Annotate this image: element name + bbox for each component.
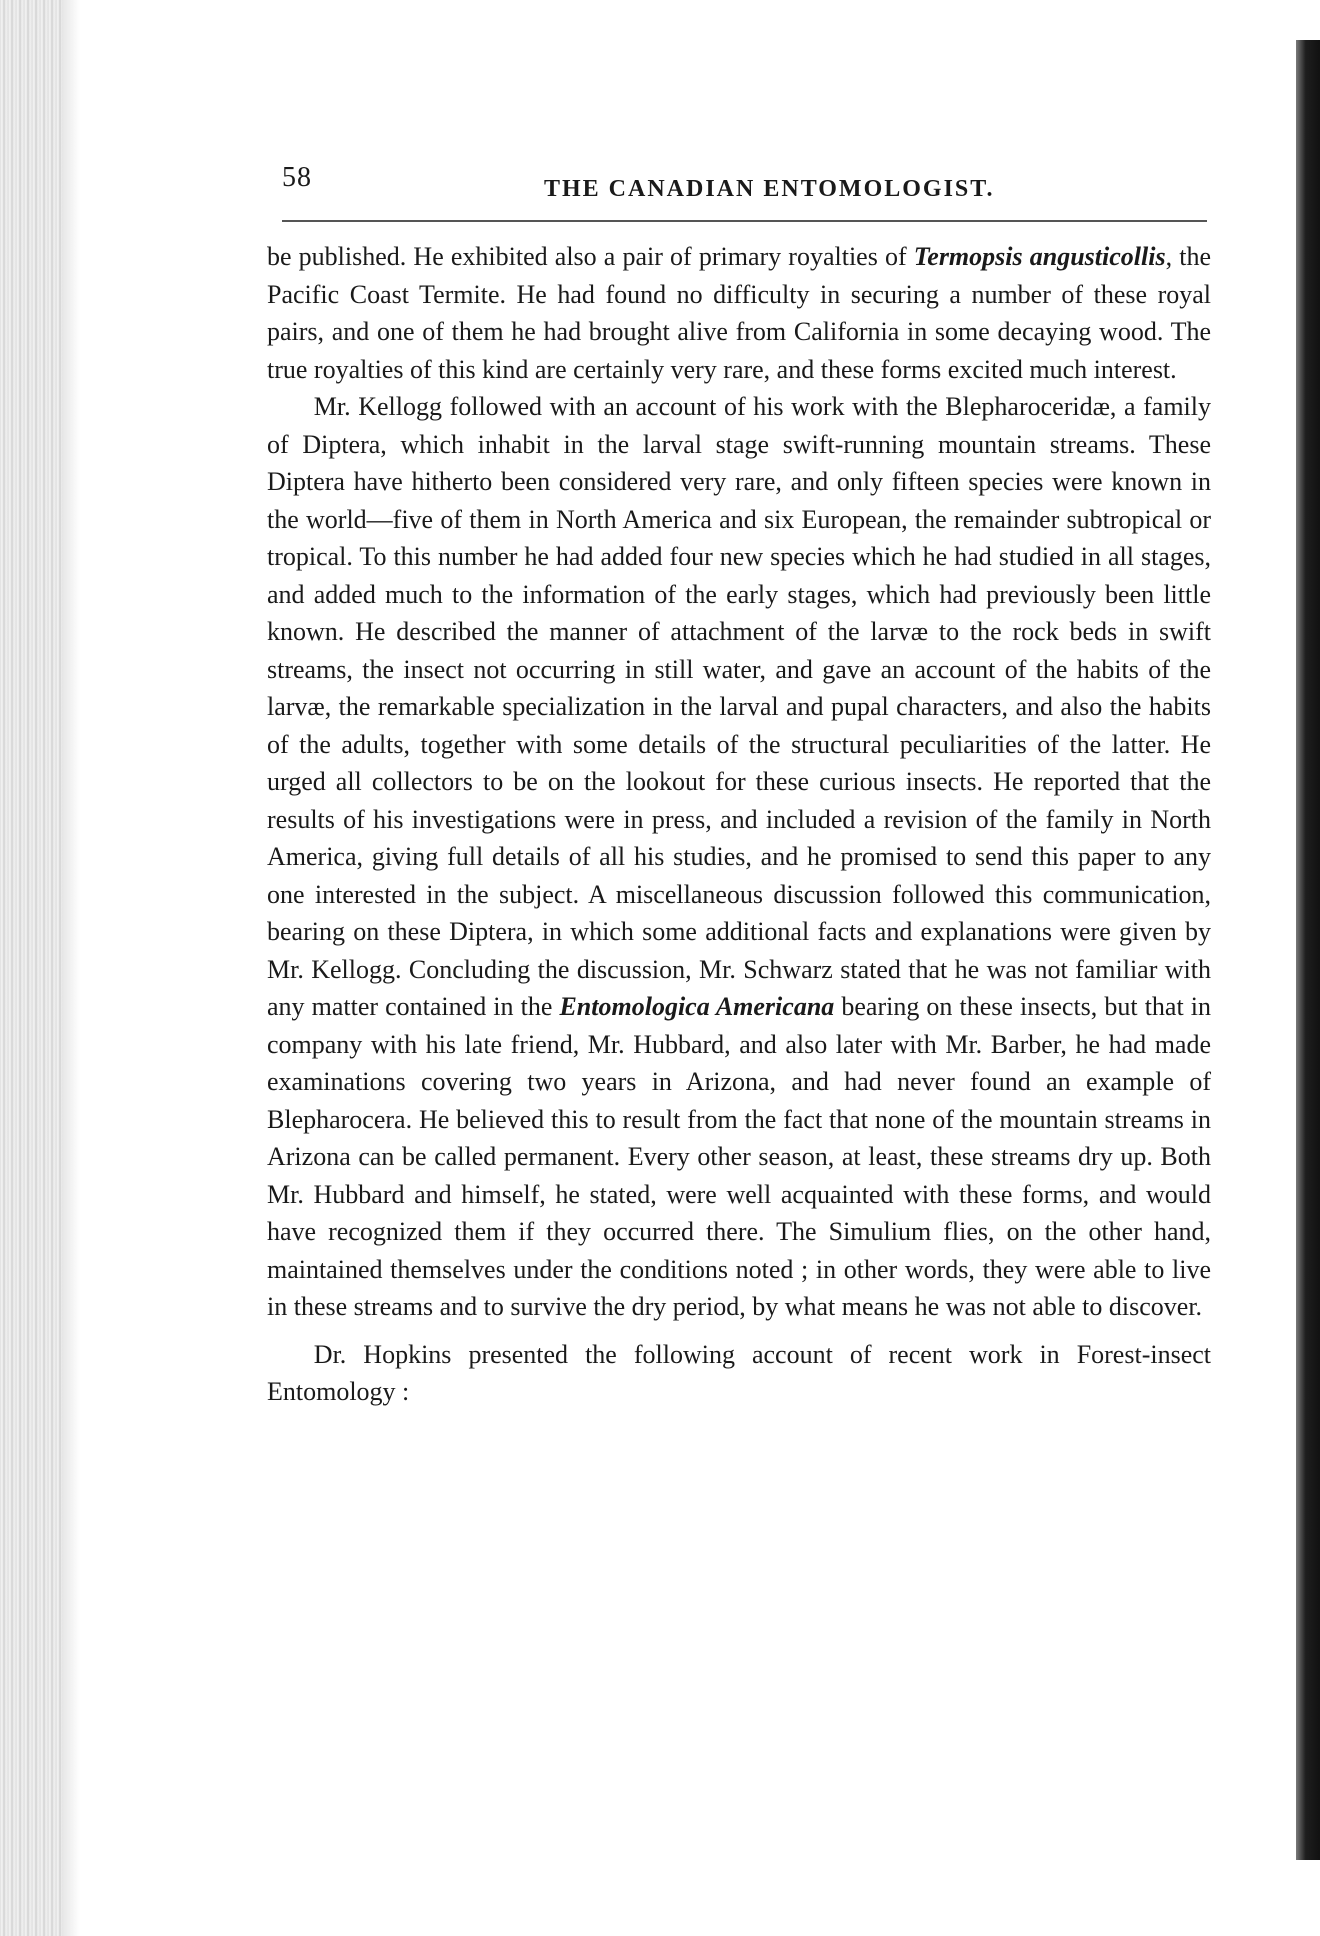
paragraph-continued xyxy=(267,238,1211,388)
running-title: THE CANADIAN ENTOMOLOGIST. xyxy=(544,176,995,202)
paragraph-text: Mr. Kellogg followed with an account of his work with the Blepharoceridæ, a family of Diptera, which inhabit in the larval stage swift-running mountain streams. These Diptera have hitherto been considered very rare, and only fifteen species were known in the world—five of them in North America and six European, the remainder subtropical or tropical. To this number he had added four new species which he had studied in all stages, and added much to the information of the early stages, which had previously been little known. He described the manner of attachment of the larvæ to the rock beds in swift streams, the insect not occurring in still water, and gave an account of the habits of the larvæ, the remarkable specialization in the larval and pupal characters, and also the habits of the adults, together with some details of the structural peculiarities of the latter. He urged all collectors to be on the lookout for these curious insects. He reported that the results of his investigations were in press, and included a revision of the family in North America, giving full details of all his studies, and he promised to send this paper to any one interested in the subject. A miscellaneous discussion followed this communication, bearing on these Diptera, in which some additional facts and explanations were given by Mr. Kellogg. Concluding the discussion, Mr. Schwarz stated that he was not familiar with any matter contained in the xyxy=(267,392,1211,1021)
gutter-shadow xyxy=(62,0,80,1936)
page-number: 58 xyxy=(282,162,312,193)
body-text xyxy=(267,238,1211,1411)
paragraph-text: , the Pacific Coast Termite. He had found no difficulty in securing a number of these royal pairs, and one of them he had brought alive from California in some decaying wood. The true royalties of this kind are certainly very rare, and these forms excited much interest. xyxy=(267,242,1211,384)
header-rule xyxy=(282,220,1207,222)
paragraph-text: be published. He exhibited also a pair of primary royalties of xyxy=(267,242,914,271)
book-gutter xyxy=(0,0,62,1936)
page-edge-shadow xyxy=(1296,40,1320,1860)
page-header xyxy=(282,162,1207,222)
publication-title: Entomologica Americana xyxy=(559,992,835,1021)
paragraph-text: Dr. Hopkins presented the following account of recent work in Forest-insect Entomology : xyxy=(267,1339,1211,1406)
paragraph-hopkins xyxy=(267,1336,1211,1411)
species-name: Termopsis angusticollis xyxy=(913,242,1166,271)
paragraph-text: bearing on these insects, but that in company with his late friend, Mr. Hubbard, and also later with Mr. Barber, he had made examinations covering two years in Arizona, and had never found an example of Blepharocera. He believed this to result from the fact that none of the mountain streams in Arizona can be called permanent. Every other season, at least, these streams dry up. Both Mr. Hubbard and himself, he stated, were well acquainted with these forms, and would have recognized them if they occurred there. The Simulium flies, on the other hand, maintained themselves under the conditions noted ; in other words, they were able to live in these streams and to survive the dry period, by what means he was not able to discover. xyxy=(267,992,1211,1321)
paragraph-kellogg xyxy=(267,388,1211,1326)
